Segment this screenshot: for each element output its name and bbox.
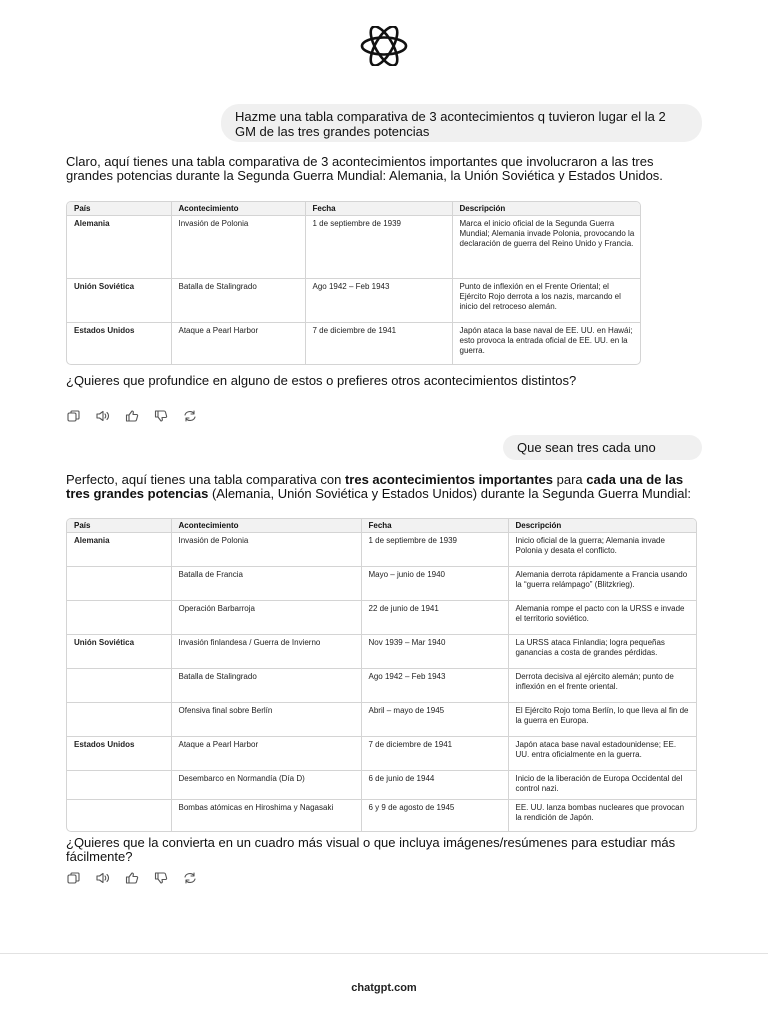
date-cell: Abril – mayo de 1945 bbox=[361, 702, 508, 736]
copy-icon[interactable] bbox=[67, 871, 81, 883]
date-cell: 6 y 9 de agosto de 1945 bbox=[361, 799, 508, 831]
assistant-message-question: ¿Quieres que profundice en alguno de estos o prefieres otros acontecimientos distintos? bbox=[66, 373, 577, 388]
message-actions bbox=[67, 871, 197, 883]
assistant-message-intro: Claro, aquí tienes una tabla comparativa de 3 acontecimientos importantes que involucraron a las tres grandes potencias durante la Segunda Guerra Mundial: Alemania, la Unión Soviética y Estados Unidos. bbox=[66, 154, 663, 183]
table-row bbox=[67, 702, 697, 736]
assistant-message-question: ¿Quieres que la convierta en un cuadro más visual o que incluya imágenes/resúmenes para estudiar más fácilmente? bbox=[66, 835, 676, 864]
thumbs-down-icon[interactable] bbox=[154, 409, 168, 421]
table-header-row bbox=[67, 202, 641, 215]
description-cell: El Ejército Rojo toma Berlín, lo que lleva al fin de la guerra en Europa. bbox=[508, 702, 697, 736]
date-cell: Mayo – junio de 1940 bbox=[361, 566, 508, 600]
table-row bbox=[67, 566, 697, 600]
table-header-row bbox=[67, 519, 697, 532]
copy-icon[interactable] bbox=[67, 409, 81, 421]
date-cell: 7 de diciembre de 1941 bbox=[305, 322, 452, 364]
table-row bbox=[67, 215, 641, 278]
intro-text: Perfecto, aquí tienes una tabla comparativa con bbox=[66, 472, 345, 487]
event-cell: Ataque a Pearl Harbor bbox=[171, 736, 361, 770]
description-cell: Alemania rompe el pacto con la URSS e invade el territorio soviético. bbox=[508, 600, 697, 634]
country-cell: Estados Unidos bbox=[67, 736, 171, 770]
regenerate-icon[interactable] bbox=[183, 409, 197, 421]
date-cell: 22 de junio de 1941 bbox=[361, 600, 508, 634]
description-cell: La URSS ataca Finlandia; logra pequeñas ganancias a costa de grandes pérdidas. bbox=[508, 634, 697, 668]
country-cell: Alemania bbox=[67, 215, 171, 278]
event-cell: Ataque a Pearl Harbor bbox=[171, 322, 305, 364]
user-message: Que sean tres cada uno bbox=[503, 435, 702, 460]
description-cell: Punto de inflexión en el Frente Oriental; el Ejército Rojo derrota a los nazis, marcando el inicio del retroceso alemán. bbox=[452, 278, 641, 322]
thumbs-down-icon[interactable] bbox=[154, 871, 168, 883]
country-cell: Unión Soviética bbox=[67, 634, 171, 668]
event-cell: Invasión de Polonia bbox=[171, 532, 361, 566]
table-row bbox=[67, 600, 697, 634]
intro-text: (Alemania, Unión Soviética y Estados Unidos) durante la Segunda Guerra Mundial: bbox=[208, 485, 692, 501]
table-row bbox=[67, 799, 697, 831]
description-cell: Marca el inicio oficial de la Segunda Guerra Mundial; Alemania invade Polonia, provocando la declaración de guerra del Reino Unido y Francia. bbox=[452, 215, 641, 278]
country-cell: Alemania bbox=[67, 532, 171, 566]
date-cell: Ago 1942 – Feb 1943 bbox=[305, 278, 452, 322]
date-cell: Nov 1939 – Mar 1940 bbox=[361, 634, 508, 668]
table-row bbox=[67, 668, 697, 702]
comparison-table bbox=[66, 518, 697, 832]
table-row bbox=[67, 278, 641, 322]
date-cell: Ago 1942 – Feb 1943 bbox=[361, 668, 508, 702]
country-cell bbox=[67, 702, 171, 736]
column-header: Fecha bbox=[305, 202, 452, 215]
regenerate-icon[interactable] bbox=[183, 871, 197, 883]
description-cell: Japón ataca base naval estadounidense; EE. UU. entra oficialmente en la guerra. bbox=[508, 736, 697, 770]
thumbs-up-icon[interactable] bbox=[125, 409, 139, 421]
user-message: Hazme una tabla comparativa de 3 acontecimientos q tuvieron lugar el la 2 GM de las tres grandes potencias bbox=[221, 104, 702, 142]
table-row bbox=[67, 736, 697, 770]
event-cell: Batalla de Francia bbox=[171, 566, 361, 600]
table-row bbox=[67, 532, 697, 566]
read-aloud-icon[interactable] bbox=[96, 871, 110, 883]
event-cell: Ofensiva final sobre Berlín bbox=[171, 702, 361, 736]
event-cell: Batalla de Stalingrado bbox=[171, 278, 305, 322]
read-aloud-icon[interactable] bbox=[96, 409, 110, 421]
event-cell: Desembarco en Normandía (Día D) bbox=[171, 770, 361, 799]
country-cell: Unión Soviética bbox=[67, 278, 171, 322]
intro-bold: cada una de las tres grandes potencias bbox=[66, 472, 684, 501]
column-header: Descripción bbox=[508, 519, 697, 532]
event-cell: Operación Barbarroja bbox=[171, 600, 361, 634]
date-cell: 6 de junio de 1944 bbox=[361, 770, 508, 799]
assistant-message-intro bbox=[66, 473, 701, 500]
thumbs-up-icon[interactable] bbox=[125, 871, 139, 883]
date-cell: 7 de diciembre de 1941 bbox=[361, 736, 508, 770]
description-cell: Inicio de la liberación de Europa Occidental del control nazi. bbox=[508, 770, 697, 799]
column-header: País bbox=[67, 202, 171, 215]
country-cell bbox=[67, 799, 171, 831]
column-header: Acontecimiento bbox=[171, 202, 305, 215]
description-cell: Derrota decisiva al ejército alemán; punto de inflexión en el frente oriental. bbox=[508, 668, 697, 702]
country-cell bbox=[67, 770, 171, 799]
intro-bold: tres acontecimientos importantes bbox=[344, 472, 554, 487]
country-cell: Estados Unidos bbox=[67, 322, 171, 364]
description-cell: Alemania derrota rápidamente a Francia usando la “guerra relámpago” (Blitzkrieg). bbox=[508, 566, 697, 600]
country-cell bbox=[67, 566, 171, 600]
event-cell: Bombas atómicas en Hiroshima y Nagasaki bbox=[171, 799, 361, 831]
message-actions bbox=[67, 409, 197, 421]
description-cell: Japón ataca la base naval de EE. UU. en Hawái; esto provoca la entrada oficial de EE. UU. en la guerra. bbox=[459, 325, 633, 355]
table-row bbox=[67, 634, 697, 668]
column-header: Descripción bbox=[452, 202, 641, 215]
event-cell: Batalla de Stalingrado bbox=[171, 668, 361, 702]
footer-divider bbox=[0, 953, 768, 954]
table-row bbox=[67, 322, 641, 364]
intro-text: para bbox=[553, 472, 587, 487]
description-cell: Inicio oficial de la guerra; Alemania invade Polonia y desata el conflicto. bbox=[508, 532, 697, 566]
footer-url: chatgpt.com bbox=[351, 982, 417, 994]
date-cell: 1 de septiembre de 1939 bbox=[305, 215, 452, 278]
column-header: Acontecimiento bbox=[171, 519, 361, 532]
date-cell: 1 de septiembre de 1939 bbox=[361, 532, 508, 566]
column-header: Fecha bbox=[361, 519, 508, 532]
openai-logo-icon bbox=[357, 26, 411, 66]
table-row bbox=[67, 770, 697, 799]
country-cell bbox=[67, 600, 171, 634]
event-cell: Invasión finlandesa / Guerra de Invierno bbox=[171, 634, 361, 668]
column-header: País bbox=[67, 519, 171, 532]
event-cell: Invasión de Polonia bbox=[171, 215, 305, 278]
country-cell bbox=[67, 668, 171, 702]
comparison-table bbox=[66, 201, 641, 365]
description-cell: EE. UU. lanza bombas nucleares que provocan la rendición de Japón. bbox=[515, 802, 685, 822]
